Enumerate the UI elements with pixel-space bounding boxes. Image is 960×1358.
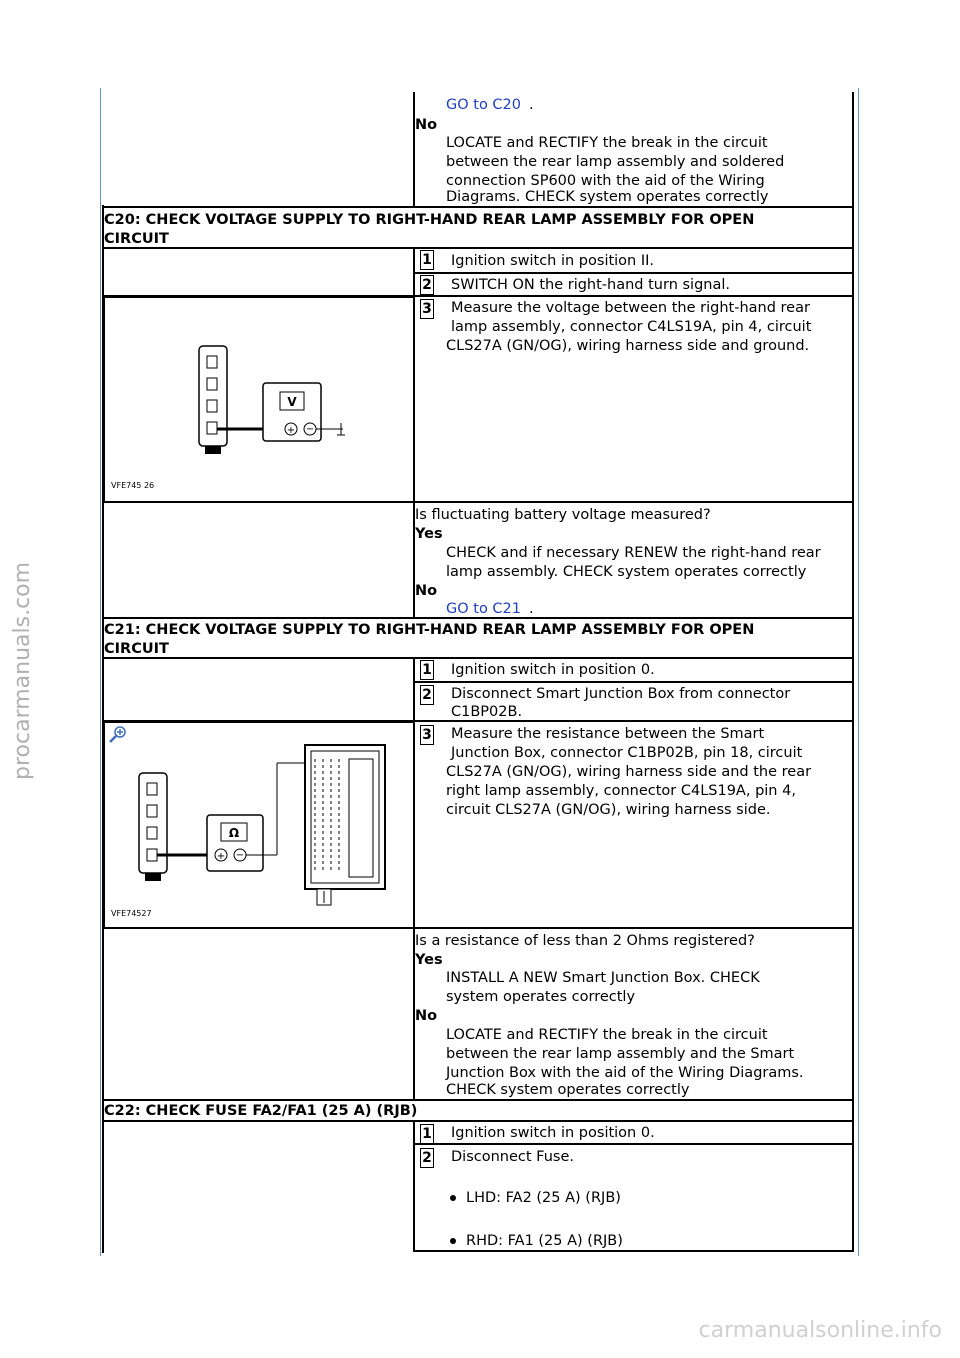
bullet-dot	[450, 1195, 456, 1201]
no-label: No	[415, 583, 438, 599]
svg-text:+: +	[286, 425, 296, 436]
figure-caption: VFE745 26	[111, 481, 155, 490]
yes-text-line: INSTALL A NEW Smart Junction Box. CHECK	[446, 970, 760, 986]
step-text: Ignition switch in position 0.	[451, 662, 655, 678]
question: Is fluctuating battery voltage measured?	[415, 507, 711, 523]
column-divider-top	[413, 92, 415, 206]
bullet-dot	[450, 1238, 456, 1244]
section-divider	[102, 206, 854, 208]
zoom-icon[interactable]	[109, 725, 129, 745]
bullet-item: RHD: FA1 (25 A) (RJB)	[466, 1233, 623, 1249]
step-text: C1BP02B.	[451, 704, 523, 720]
step-text: circuit CLS27A (GN/OG), wiring harness side.	[446, 802, 771, 818]
step-number: 2	[420, 685, 434, 705]
goto-c21-link[interactable]: GO to C21	[446, 601, 521, 617]
section-divider	[102, 617, 854, 619]
no-text-line: CHECK system operates correctly	[446, 1082, 690, 1098]
step-number: 1	[420, 250, 434, 270]
no-text-line: between the rear lamp assembly and the Smart	[446, 1046, 795, 1062]
step-text: Measure the voltage between the right-hand rear	[451, 300, 810, 316]
ohmmeter-diagram	[104, 722, 414, 929]
c20-title-cont: CIRCUIT	[104, 231, 169, 247]
step-text: Disconnect Smart Junction Box from connector	[451, 686, 791, 702]
c21-title-cont: CIRCUIT	[104, 641, 169, 657]
step-text: Disconnect Fuse.	[451, 1149, 574, 1165]
step-text: Junction Box, connector C1BP02B, pin 18, circuit	[451, 745, 803, 761]
step-text: CLS27A (GN/OG), wiring harness side and ground.	[446, 338, 810, 354]
no-text-line: connection SP600 with the aid of the Wiring	[446, 173, 765, 189]
step-number: 1	[420, 1124, 434, 1144]
section-divider	[102, 1099, 854, 1101]
step-text: lamp assembly, connector C4LS19A, pin 4, circuit	[451, 319, 812, 335]
table-right-border	[852, 92, 854, 1252]
no-text-line: LOCATE and RECTIFY the break in the circuit	[446, 1027, 768, 1043]
c21-title: C21: CHECK VOLTAGE SUPPLY TO RIGHT-HAND REAR LAMP ASSEMBLY FOR OPEN	[104, 622, 755, 638]
c20-title: C20: CHECK VOLTAGE SUPPLY TO RIGHT-HAND REAR LAMP ASSEMBLY FOR OPEN	[104, 212, 755, 228]
yes-label: Yes	[415, 526, 443, 542]
c22-title: C22: CHECK FUSE FA2/FA1 (25 A) (RJB)	[104, 1103, 418, 1119]
no-text-line: Junction Box with the aid of the Wiring Diagrams.	[446, 1065, 804, 1081]
svg-text:+: +	[216, 851, 226, 862]
step-number: 3	[420, 725, 434, 745]
voltmeter-diagram	[104, 297, 414, 502]
yes-text-line: CHECK and if necessary RENEW the right-hand rear	[446, 545, 821, 561]
no-label: No	[415, 1008, 438, 1024]
footer-watermark: carmanualsonline.info	[698, 1318, 942, 1343]
step-number: 2	[420, 1148, 434, 1168]
no-label: No	[415, 117, 438, 133]
right-margin-line	[858, 88, 859, 1256]
svg-text:−: −	[305, 424, 315, 435]
left-margin-line	[100, 88, 101, 1256]
step-text: Ignition switch in position II.	[451, 253, 655, 269]
yes-label: Yes	[415, 952, 443, 968]
no-text-line: Diagrams. CHECK system operates correctly	[446, 189, 769, 205]
step-text: CLS27A (GN/OG), wiring harness side and the rear	[446, 764, 812, 780]
yes-text-line: system operates correctly	[446, 989, 636, 1005]
yes-text-line: lamp assembly. CHECK system operates correctly	[446, 564, 807, 580]
goto-c20-link[interactable]: GO to C20	[446, 97, 521, 113]
step-text: SWITCH ON the right-hand turn signal.	[451, 277, 730, 293]
question: Is a resistance of less than 2 Ohms registered?	[415, 933, 755, 949]
svg-text:−: −	[235, 850, 245, 861]
figure-caption: VFE74527	[111, 909, 152, 918]
meter-symbol: Ω	[228, 826, 240, 840]
side-watermark: procarmanuals.com	[10, 561, 35, 780]
no-text-line: LOCATE and RECTIFY the break in the circuit	[446, 135, 768, 151]
no-text-line: between the rear lamp assembly and soldered	[446, 154, 785, 170]
step-number: 2	[420, 275, 434, 295]
meter-symbol: V	[287, 395, 297, 409]
step-text: Measure the resistance between the Smart	[451, 726, 765, 742]
bullet-item: LHD: FA2 (25 A) (RJB)	[466, 1190, 621, 1206]
step-number: 1	[420, 660, 434, 680]
step-number: 3	[420, 299, 434, 319]
step-text: right lamp assembly, connector C4LS19A, pin 4,	[446, 783, 796, 799]
step-text: Ignition switch in position 0.	[451, 1125, 655, 1141]
